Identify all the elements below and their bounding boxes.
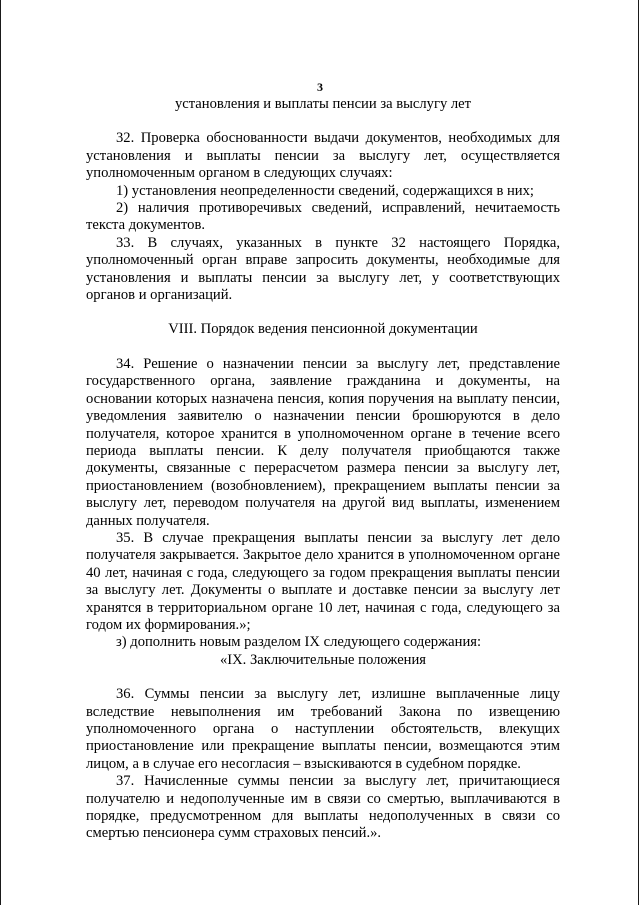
- paragraph-33: 33. В случаях, указанных в пункте 32 настоящего Порядка, уполномоченный орган вправе запросить документы, необходимые для установления и выплаты пенсии за выслугу лет, у соответствующих органов и организаций.: [86, 234, 560, 304]
- paragraph-36: 36. Суммы пенсии за выслугу лет, излишне выплаченные лицу вследствие невыполнения им требований Закона по извещению уполномоченного органа о наступлении обстоятельств, влекущих приостановление или прекращение выплаты пенсии, возмещаются этим лицом, а в случае его несогласия – взыскиваются в судебном порядке.: [86, 686, 560, 772]
- document-body: [86, 96, 560, 843]
- scan-right-edge: [638, 0, 639, 905]
- paragraph-35: 35. В случае прекращения выплаты пенсии за выслугу лет дело получателя закрывается. Закрытое дело хранится в уполномоченном органе 40 лет, начиная с года, следующего за годом прекращения выплаты пенсии за выслугу лет. Документы о выплате и доставке пенсии за выслугу лет хранятся в территориальном органе 10 лет, начиная с года, следующего за годом их формирования.»;: [86, 529, 560, 633]
- paragraph-32-item-1: 1) установления неопределенности сведений, содержащихся в них;: [116, 182, 534, 199]
- paragraph-34: 34. Решение о назначении пенсии за выслугу лет, представление государственного органа, заявление гражданина и документы, на основании которых назначена пенсия, копия поручения на выплату пенсии, уведомления заявителю о назначении пенсии брошюруются в дело получателя, которое хранится в уполномоченном органе в течение всего периода выплаты пенсии. К делу получателя приобщаются также документы, связанные с перерасчетом размера пенсии за выслугу лет, приостановлением (возобновлением), прекращением выплаты пенсии за выслугу лет, переводом получателя на другой вид выплаты, изменением данных получателя.: [86, 355, 560, 529]
- section-8-title: VIII. Порядок ведения пенсионной документации: [168, 321, 478, 338]
- paragraph-32-item-2: 2) наличия противоречивых сведений, исправлений, нечитаемость текста документов.: [86, 200, 560, 234]
- page-number: 3: [317, 80, 323, 94]
- paragraph-32: 32. Проверка обоснованности выдачи документов, необходимых для установления и выплаты пенсии за выслугу лет, осуществляется уполномоченным органом в следующих случаях:: [86, 130, 560, 182]
- section-9-title: «IX. Заключительные положения: [219, 651, 426, 668]
- paragraph-37: 37. Начисленные суммы пенсии за выслугу лет, причитающиеся получателю и недополученные им в связи со смертью, выплачиваются в порядке, предусмотренном для выплаты недополученных в связи со смертью пенсионера сумм страховых пенсий.».: [86, 773, 560, 842]
- scan-left-edge: [0, 0, 1, 905]
- paragraph-z: з) дополнить новым разделом IX следующего содержания:: [116, 634, 482, 651]
- header-line: установления и выплаты пенсии за выслугу лет: [174, 96, 472, 112]
